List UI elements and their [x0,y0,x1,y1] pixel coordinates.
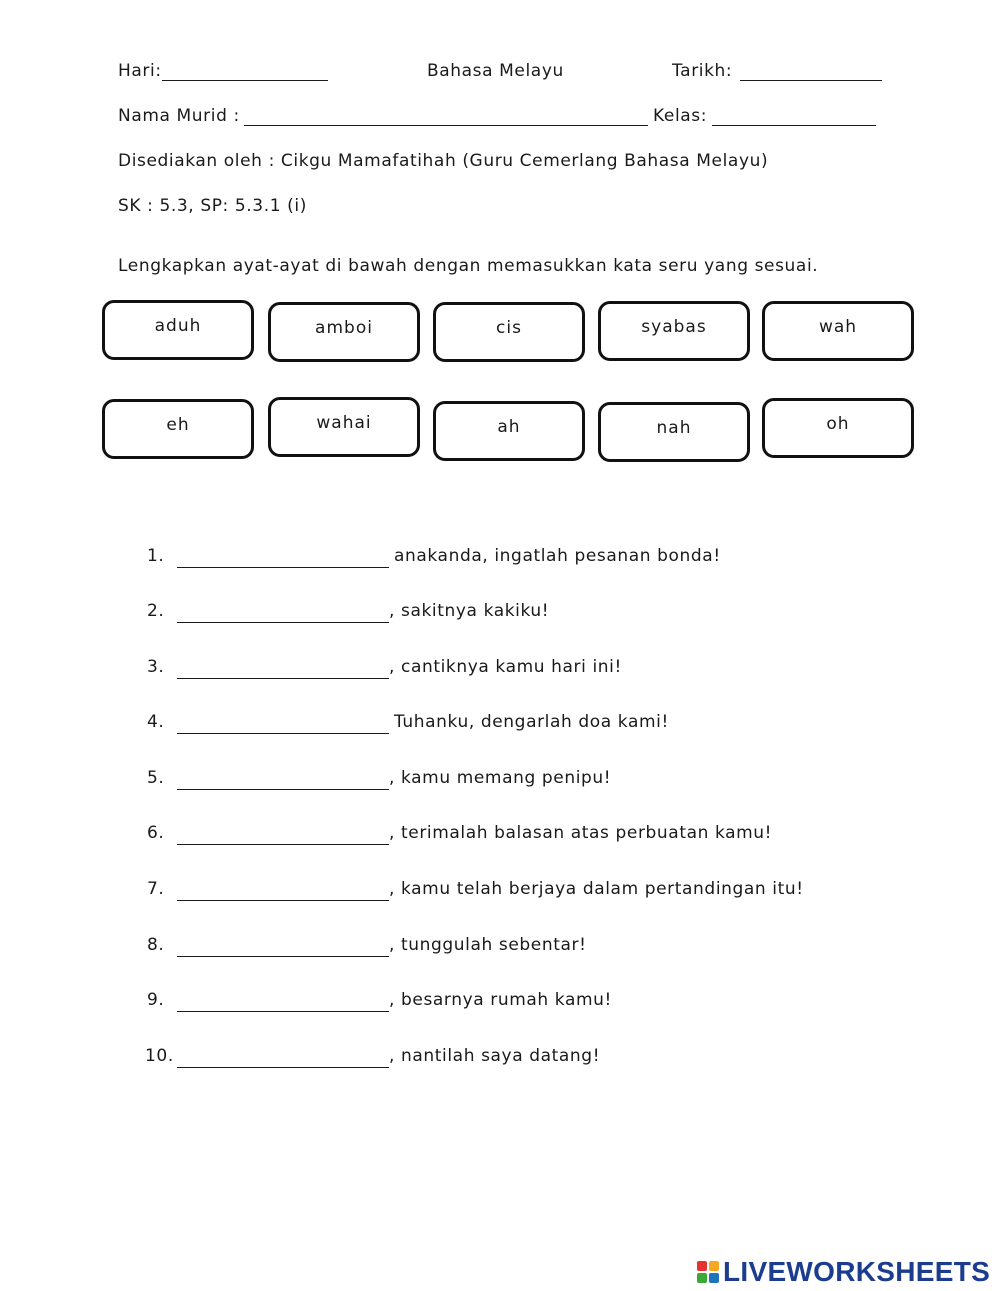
answer-blank-4[interactable] [177,711,389,734]
subject-title: Bahasa Melayu [427,61,564,81]
word-box-wah[interactable]: wah [762,301,914,361]
question-text: , nantilah saya datang! [389,1046,601,1066]
question-text: , cantiknya kamu hari ini! [389,657,622,677]
tarikh-line [740,80,882,81]
question-number: 5. [147,768,165,788]
liveworksheets-logo-icon [697,1261,719,1283]
question-text: , tunggulah sebentar! [389,935,587,955]
question-number: 2. [147,601,165,621]
answer-blank-2[interactable] [177,600,389,623]
answer-blank-3[interactable] [177,656,389,679]
answer-blank-10[interactable] [177,1045,389,1068]
instruction: Lengkapkan ayat-ayat di bawah dengan memasukkan kata seru yang sesuai. [118,256,819,276]
kelas-line [712,125,876,126]
kelas-label: Kelas: [653,106,708,126]
answer-blank-6[interactable] [177,822,389,845]
question-text: , besarnya rumah kamu! [389,990,612,1010]
hari-label: Hari: [118,61,162,81]
logo-square-blue [709,1273,719,1283]
question-number: 9. [147,990,165,1010]
word-box-cis[interactable]: cis [433,302,585,362]
question-number: 7. [147,879,165,899]
word-box-oh[interactable]: oh [762,398,914,458]
tarikh-label: Tarikh: [672,61,733,81]
answer-blank-1[interactable] [177,545,389,568]
standard-code: SK : 5.3, SP: 5.3.1 (i) [118,196,307,216]
logo-square-red [697,1261,707,1271]
question-number: 3. [147,657,165,677]
word-box-aduh[interactable]: aduh [102,300,254,360]
question-text: anakanda, ingatlah pesanan bonda! [394,546,721,566]
answer-blank-8[interactable] [177,934,389,957]
question-number: 8. [147,935,165,955]
word-box-amboi[interactable]: amboi [268,302,420,362]
question-text: , kamu telah berjaya dalam pertandingan itu! [389,879,804,899]
logo-square-green [697,1273,707,1283]
word-box-ah[interactable]: ah [433,401,585,461]
question-text: , kamu memang penipu! [389,768,612,788]
word-box-eh[interactable]: eh [102,399,254,459]
question-number: 10. [145,1046,174,1066]
question-number: 4. [147,712,165,732]
word-box-wahai[interactable]: wahai [268,397,420,457]
prepared-by: Disediakan oleh : Cikgu Mamafatihah (Guru Cemerlang Bahasa Melayu) [118,151,769,171]
question-number: 1. [147,546,165,566]
word-box-nah[interactable]: nah [598,402,750,462]
hari-line [162,80,328,81]
liveworksheets-logo [697,1256,990,1288]
answer-blank-9[interactable] [177,989,389,1012]
question-text: , sakitnya kakiku! [389,601,550,621]
nama-murid-line [244,125,648,126]
answer-blank-5[interactable] [177,767,389,790]
question-number: 6. [147,823,165,843]
logo-square-orange [709,1261,719,1271]
word-box-syabas[interactable]: syabas [598,301,750,361]
answer-blank-7[interactable] [177,878,389,901]
question-text: , terimalah balasan atas perbuatan kamu! [389,823,773,843]
nama-murid-label: Nama Murid : [118,106,240,126]
question-text: Tuhanku, dengarlah doa kami! [394,712,669,732]
logo-text: LIVEWORKSHEETS [723,1256,991,1287]
